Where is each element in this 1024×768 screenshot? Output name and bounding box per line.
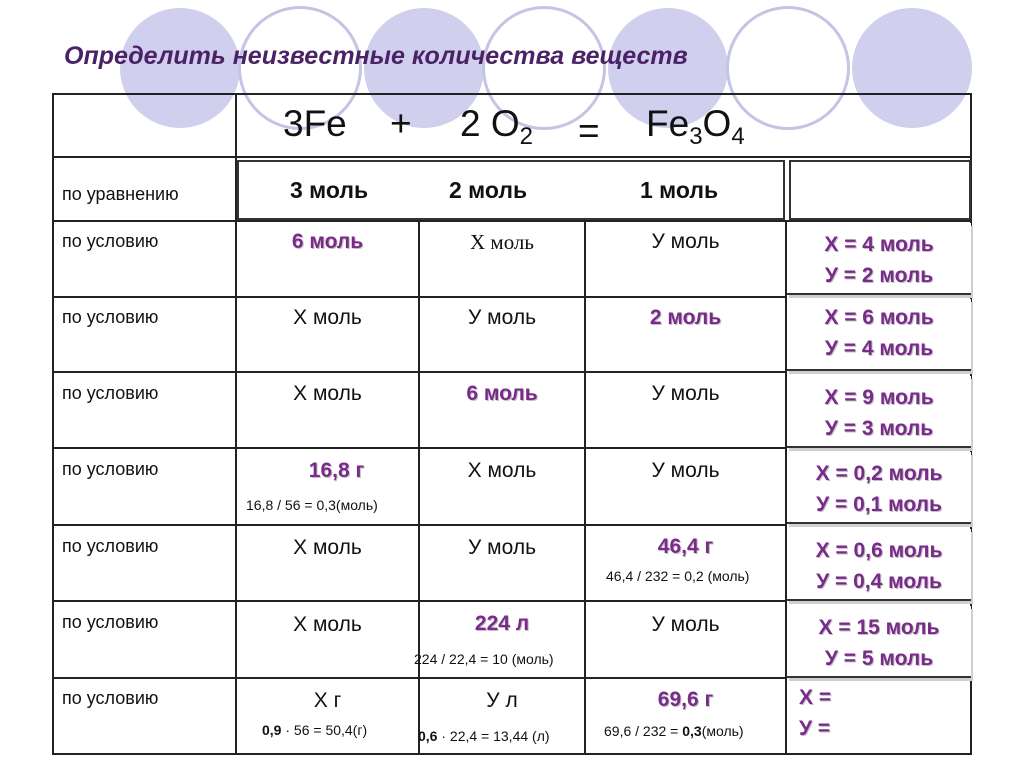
fe3o4-calculation: 46,4 / 232 = 0,2 (моль) [606, 568, 750, 584]
answer-x: Х = 0,6 моль [815, 539, 943, 562]
row-label: по условию [62, 307, 159, 327]
o2-calc-rest: · 22,4 = 13,44 (л) [437, 728, 550, 744]
fe-unknown: Х моль [293, 306, 362, 329]
equation-product [646, 103, 745, 151]
o2-unknown: Х моль [470, 230, 534, 254]
fe-unknown: Х моль [293, 613, 362, 636]
o2-calc-moles: 0,6 [418, 728, 438, 744]
fe3o4-given: 46,4 г [657, 535, 714, 558]
fe3o4-calculation [604, 723, 744, 739]
table-divider [52, 371, 787, 373]
equation-equals: = [578, 110, 600, 151]
fe-calculation: 16,8 / 56 = 0,3(моль) [246, 497, 378, 513]
row-label: по условию [62, 536, 159, 556]
equation-o2 [460, 103, 533, 151]
table-border-left [52, 94, 54, 755]
fe3o4-unknown: У моль [651, 613, 720, 636]
row-label: по условию [62, 459, 159, 479]
fe-calculation [262, 722, 367, 738]
o2-unknown: У моль [467, 306, 537, 329]
slide-title: Определить неизвестные количества веществ [64, 42, 688, 70]
fe3o4-given: 69,6 г [657, 688, 714, 711]
table-border-top [52, 93, 972, 95]
row-label: по условию [62, 612, 159, 632]
fe3o4-calc-moles: 0,3 [682, 723, 702, 739]
table-divider [52, 600, 787, 602]
answer-box [787, 529, 971, 601]
o2-unknown: У л [486, 689, 518, 712]
answer-x: Х = 9 моль [824, 386, 934, 409]
fe-given: 16,8 г [308, 459, 365, 482]
table-divider [52, 156, 972, 158]
equation-product-fe-sub: 3 [689, 123, 703, 150]
decorative-circle [852, 8, 972, 128]
equation-product-o: O [702, 103, 732, 144]
answer-y: У = 3 моль [824, 417, 934, 440]
answer-y: У = 0,1 моль [816, 493, 942, 516]
fe-calc-rest: · 56 = 50,4(г) [281, 722, 368, 738]
answer-y: У = 2 моль [824, 264, 934, 287]
table-divider [52, 447, 787, 449]
fe3o4-unknown: У моль [651, 382, 720, 405]
o2-unknown: У моль [467, 536, 537, 559]
fe-calc-moles: 0,9 [262, 722, 282, 738]
answer-x: Х = [799, 686, 832, 709]
o2-calculation: 224 / 22,4 = 10 (моль) [414, 651, 554, 667]
table-divider [52, 296, 787, 298]
answer-box [787, 376, 971, 448]
row-label: по условию [62, 688, 159, 708]
answer-y: У = 5 моль [824, 647, 934, 670]
equation-o2-moles: 2 моль [449, 177, 528, 203]
equation-answer-box [789, 160, 971, 220]
fe-unknown: Х г [313, 689, 342, 712]
equation-fe3o4-moles: 1 моль [640, 177, 719, 203]
o2-unknown: Х моль [467, 459, 537, 482]
equation-product-fe: Fe [646, 103, 690, 144]
answer-x: Х = 0,2 моль [815, 462, 943, 485]
table-divider [584, 220, 586, 755]
equation-fe-moles: 3 моль [290, 177, 369, 203]
table-divider [52, 524, 787, 526]
equation-o2-sub: 2 [519, 123, 533, 150]
answer-box [787, 223, 971, 295]
answer-y: У = 4 моль [824, 337, 934, 360]
answer-y: У = [799, 717, 831, 740]
fe3o4-unknown: У моль [651, 230, 720, 253]
answer-x: Х = 15 моль [818, 616, 940, 639]
answer-x: Х = 6 моль [824, 306, 934, 329]
o2-given: 224 л [474, 612, 530, 635]
equation-product-o-sub: 4 [731, 123, 745, 150]
fe-unknown: Х моль [293, 382, 362, 405]
fe3o4-calc-head: 69,6 / 232 = [604, 723, 683, 739]
table-divider [52, 220, 972, 222]
fe3o4-calc-tail: (моль) [701, 723, 744, 739]
o2-given: 6 моль [466, 382, 538, 405]
equation-o2-base: 2 O [460, 103, 520, 144]
table-divider [418, 220, 420, 755]
fe-given: 6 моль [291, 230, 364, 253]
row-label: по условию [62, 383, 159, 403]
fe-unknown: Х моль [293, 536, 362, 559]
row-label: по условию [62, 231, 159, 251]
answer-box [787, 452, 971, 524]
answer-x: Х = 4 моль [824, 233, 934, 256]
row-label: по уравнению [62, 184, 179, 204]
answer-box [787, 299, 971, 371]
fe3o4-given: 2 моль [649, 306, 722, 329]
answer-box [787, 682, 971, 754]
o2-calculation [418, 728, 550, 744]
answer-box [787, 606, 971, 678]
answer-y: У = 0,4 моль [816, 570, 942, 593]
fe3o4-unknown: У моль [651, 459, 720, 482]
table-divider [52, 677, 787, 679]
equation-fe: 3Fe [283, 103, 347, 144]
equation-plus: + [390, 103, 412, 144]
